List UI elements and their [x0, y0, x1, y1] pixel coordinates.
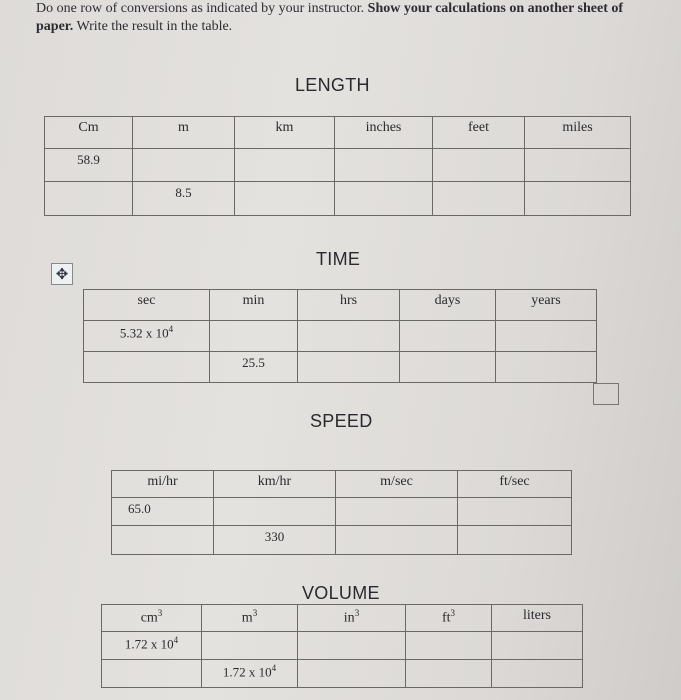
speed-r2-ftsec[interactable]: [458, 526, 572, 555]
move-icon-glyph: ✥: [55, 265, 69, 283]
length-r1-m[interactable]: [133, 149, 235, 182]
time-r2-days[interactable]: [400, 352, 496, 383]
answer-checkbox[interactable]: [593, 383, 619, 405]
time-title: TIME: [316, 249, 361, 269]
speed-header-ftsec: ft/sec: [458, 471, 572, 498]
volume-header-ft3: [406, 605, 492, 632]
length-r2-miles[interactable]: [525, 182, 631, 216]
time-header-years: years: [496, 290, 597, 321]
length-r2-feet[interactable]: [433, 182, 525, 216]
length-header-inches: inches: [335, 117, 433, 149]
length-row-1: [45, 149, 631, 182]
length-header-m: m: [133, 117, 235, 149]
speed-r2-mihr[interactable]: [112, 526, 214, 555]
speed-r2-kmhr[interactable]: 330: [214, 526, 336, 555]
volume-r1-cm3-base: 1.72 x 10: [124, 636, 174, 652]
volume-r1-liters[interactable]: [492, 632, 583, 660]
length-r2-m[interactable]: 8.5: [133, 182, 235, 216]
volume-r2-m3-exp: 4: [271, 663, 277, 673]
volume-header-cm3-base: cm: [140, 610, 158, 626]
volume-r1-m3[interactable]: [202, 632, 298, 660]
instructions-bold-text: Show your calculations on another sheet of paper.: [36, 1, 624, 34]
volume-title: VOLUME: [302, 583, 380, 603]
time-r1-hrs[interactable]: [298, 321, 400, 352]
volume-header-m3: [202, 605, 298, 632]
volume-row-2: [102, 660, 583, 688]
volume-r2-ft3[interactable]: [406, 660, 492, 688]
speed-header-kmhr: km/hr: [214, 471, 336, 498]
instructions-text-end: Write the result in the table.: [76, 19, 233, 34]
move-icon[interactable]: [51, 263, 73, 285]
volume-header-cm3-exp: 3: [157, 608, 163, 618]
volume-header-in3-base: in: [343, 610, 355, 626]
volume-header-ft3-base: ft: [441, 610, 451, 626]
length-header-feet: feet: [433, 117, 525, 149]
volume-r2-m3[interactable]: [202, 660, 298, 688]
time-header-days: days: [400, 290, 496, 321]
volume-r1-cm3[interactable]: [102, 632, 202, 660]
time-header-row: [84, 290, 597, 321]
volume-header-in3-exp: 3: [354, 608, 360, 618]
time-row-1: [84, 321, 597, 352]
length-header-km: km: [235, 117, 335, 149]
speed-r2-msec[interactable]: [336, 526, 458, 555]
time-r2-years[interactable]: [496, 352, 597, 383]
volume-r2-cm3[interactable]: [102, 660, 202, 688]
volume-table: [101, 604, 583, 688]
time-row-2: [84, 352, 597, 383]
volume-header-in3: [298, 605, 406, 632]
speed-table: [111, 470, 572, 555]
speed-r1-kmhr[interactable]: [214, 498, 336, 526]
time-r1-sec-exp: 4: [168, 324, 174, 334]
volume-header-ft3-exp: 3: [450, 608, 456, 618]
speed-title: SPEED: [310, 411, 373, 431]
length-r1-feet[interactable]: [433, 149, 525, 182]
length-r1-miles[interactable]: [525, 149, 631, 182]
length-header-row: [45, 117, 631, 149]
time-r1-days[interactable]: [400, 321, 496, 352]
time-table: [83, 289, 597, 383]
volume-r2-in3[interactable]: [298, 660, 406, 688]
time-r2-hrs[interactable]: [298, 352, 400, 383]
length-r1-cm[interactable]: 58.9: [45, 149, 133, 182]
volume-row-1: [102, 632, 583, 660]
length-header-cm: Cm: [45, 117, 133, 149]
volume-r2-liters[interactable]: [492, 660, 583, 688]
volume-header-m3-base: m: [241, 610, 253, 626]
volume-header-cm3: [102, 605, 202, 632]
length-r2-inches[interactable]: [335, 182, 433, 216]
time-r1-min[interactable]: [210, 321, 298, 352]
time-header-sec: sec: [84, 290, 210, 321]
length-title: LENGTH: [295, 75, 370, 95]
volume-r1-cm3-exp: 4: [173, 635, 179, 645]
length-r2-cm[interactable]: [45, 182, 133, 216]
length-r1-km[interactable]: [235, 149, 335, 182]
time-header-min: min: [210, 290, 298, 321]
volume-r1-in3[interactable]: [298, 632, 406, 660]
volume-header-liters: liters: [492, 605, 583, 632]
speed-header-msec: m/sec: [336, 471, 458, 498]
speed-r1-mihr[interactable]: 65.0: [112, 498, 214, 526]
length-r2-km[interactable]: [235, 182, 335, 216]
length-row-2: [45, 182, 631, 216]
length-r1-inches[interactable]: [335, 149, 433, 182]
time-r1-sec-base: 5.32 x 10: [119, 325, 169, 341]
speed-r1-msec[interactable]: [336, 498, 458, 526]
speed-row-2: [112, 526, 572, 555]
speed-header-mihr: mi/hr: [112, 471, 214, 498]
time-r1-sec[interactable]: [84, 321, 210, 352]
time-r2-min[interactable]: 25.5: [210, 352, 298, 383]
instructions: [36, 0, 636, 36]
volume-r2-m3-base: 1.72 x 10: [222, 664, 272, 680]
time-r2-sec[interactable]: [84, 352, 210, 383]
instructions-text: Do one row of conversions as indicated by your instructor.: [36, 1, 365, 16]
time-r1-years[interactable]: [496, 321, 597, 352]
length-table: [44, 116, 631, 216]
speed-r1-ftsec[interactable]: [458, 498, 572, 526]
volume-header-m3-exp: 3: [252, 608, 258, 618]
time-header-hrs: hrs: [298, 290, 400, 321]
length-header-miles: miles: [525, 117, 631, 149]
volume-r1-ft3[interactable]: [406, 632, 492, 660]
speed-header-row: [112, 471, 572, 498]
speed-row-1: [112, 498, 572, 526]
volume-header-row: [102, 605, 583, 632]
